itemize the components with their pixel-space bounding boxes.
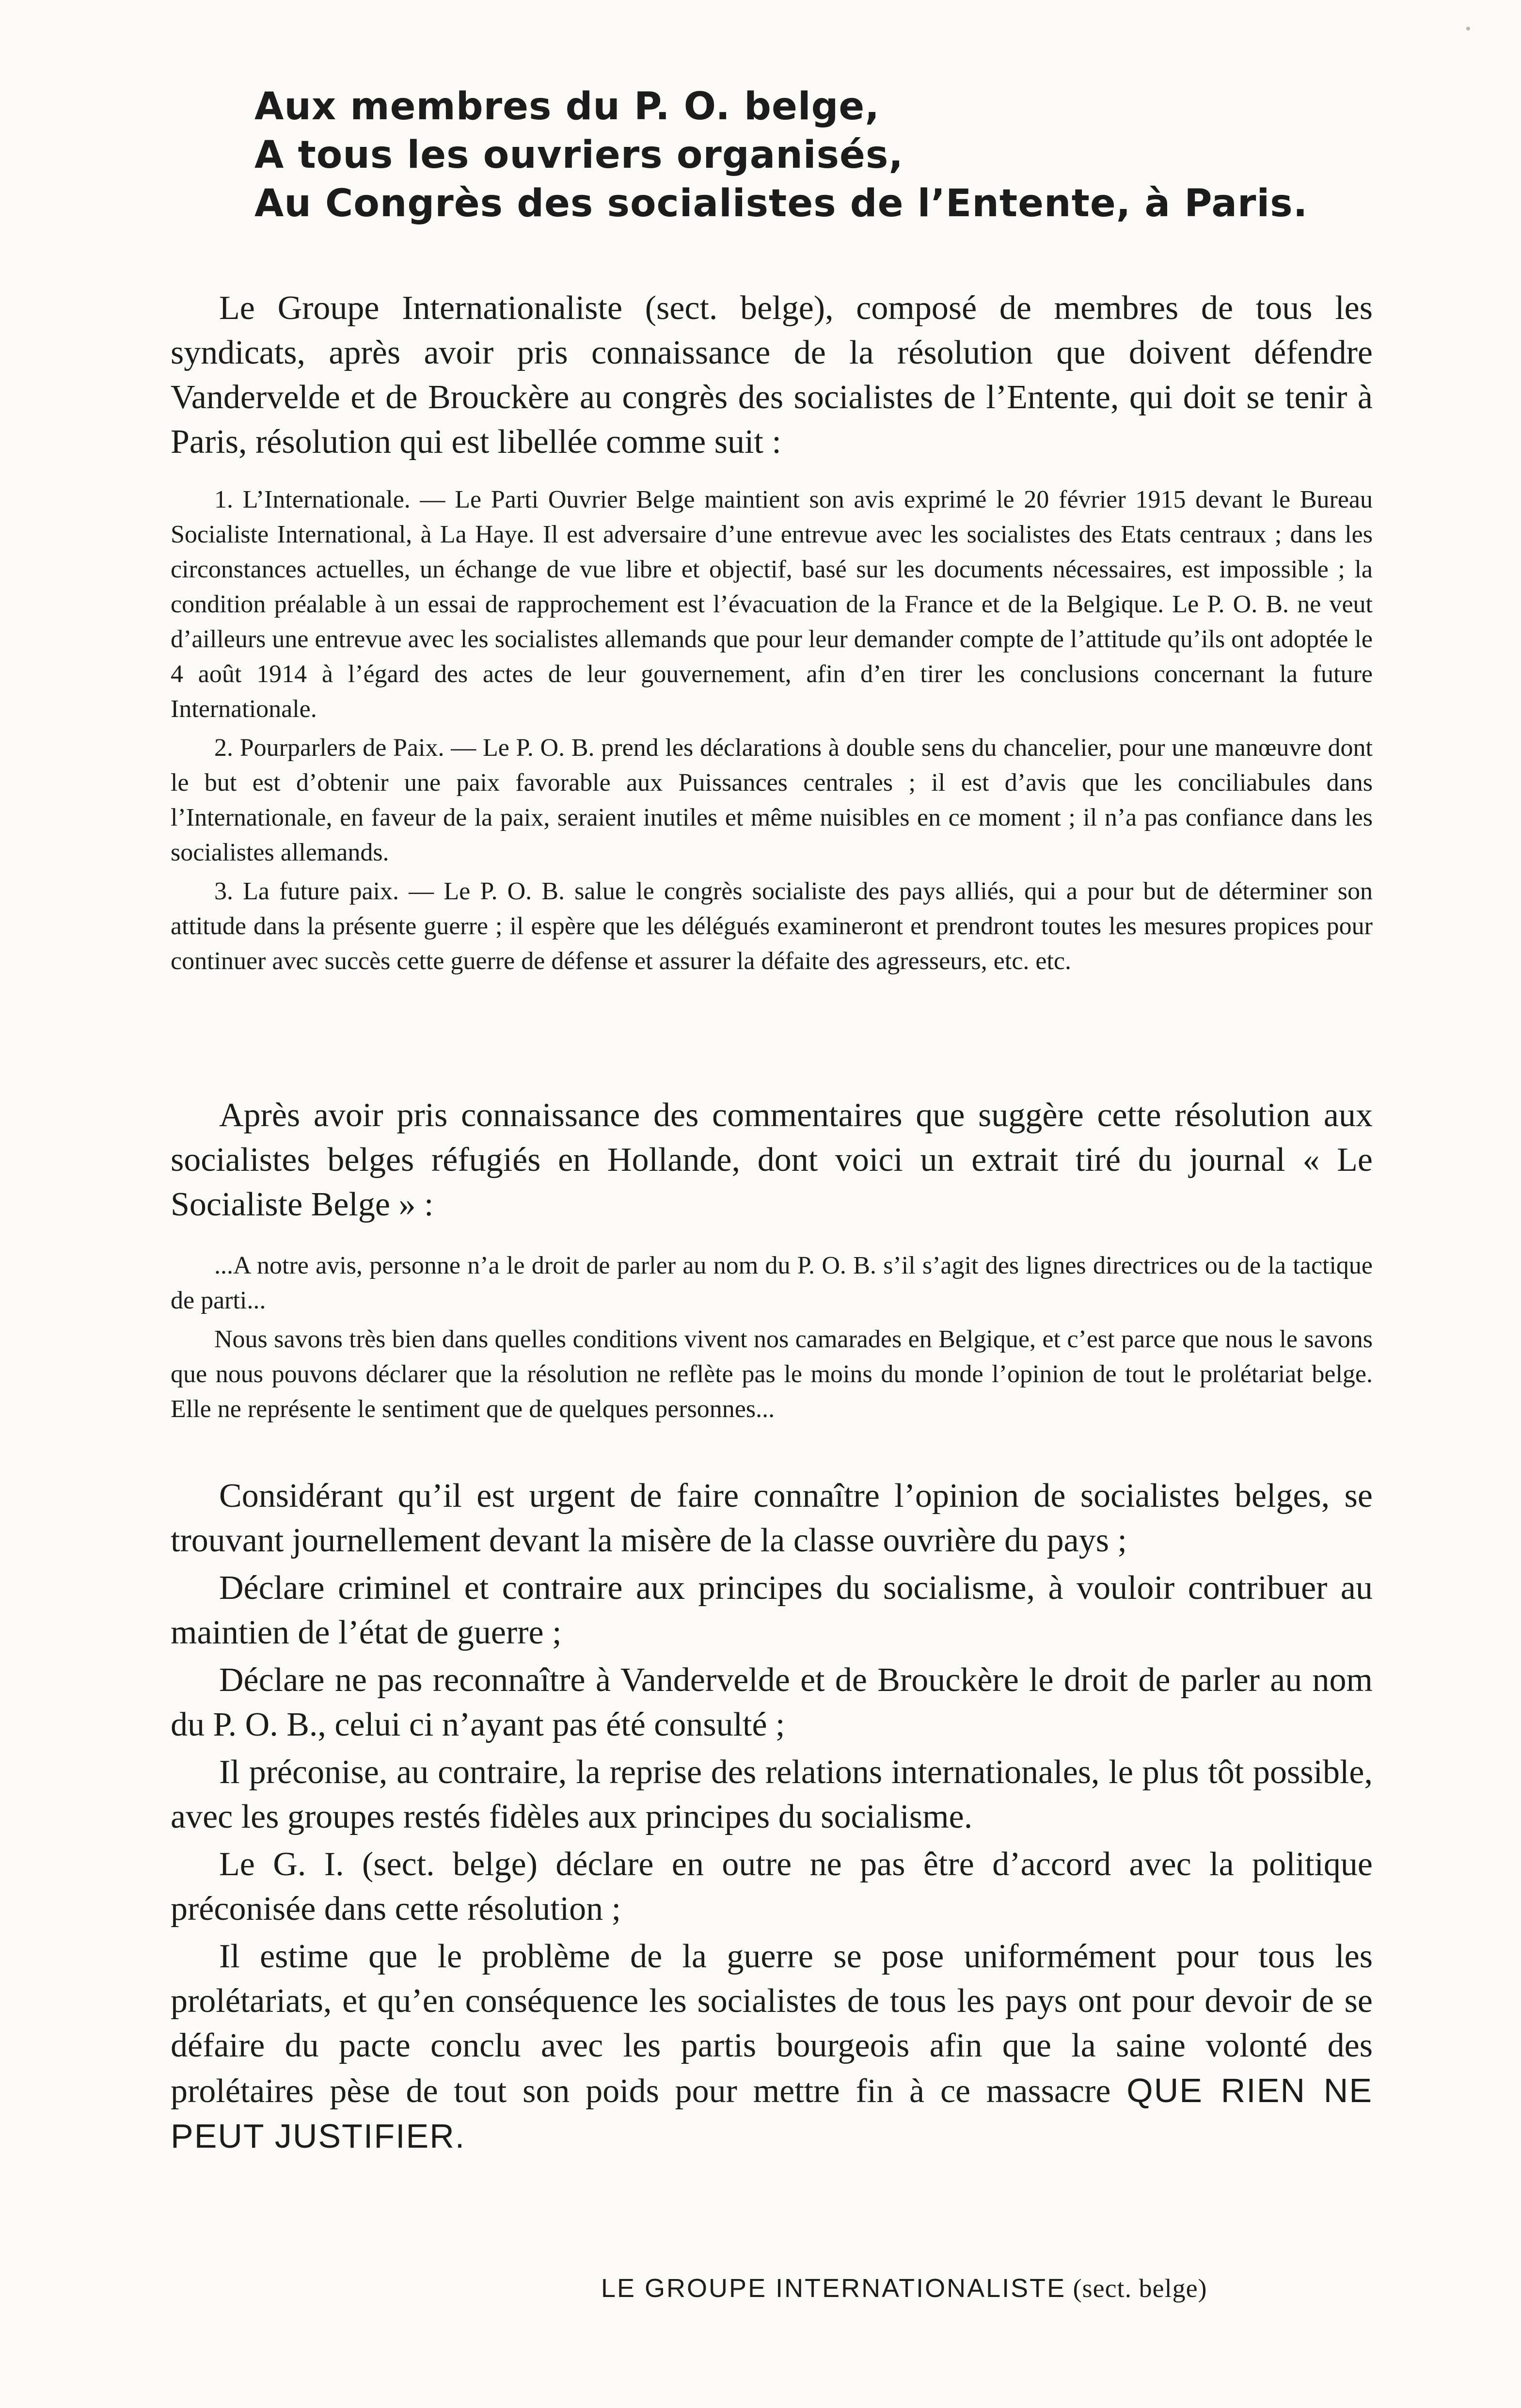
heading-line-1: Aux membres du P. O. belge,	[254, 85, 880, 128]
final-paragraph	[171, 1934, 1373, 2159]
declaration-3: Déclare ne pas reconnaître à Vandervelde et de Brouckère le droit de parler au nom du P. O. B., celui ci n’ayant pas été consulté ;	[171, 1661, 1373, 1743]
commentary-intro: Après avoir pris connaissance des commentaires que suggère cette résolution aux socialistes belges réfugiés en Hollande, dont voici un extrait tiré du journal « Le Socialiste Belge » :	[171, 1097, 1373, 1223]
final-caps-text: QUE RIEN NE PEUT JUSTIFIER.	[171, 2072, 1373, 2155]
heading-line-3: Au Congrès des socialistes de l’Entente, à Paris.	[254, 182, 1308, 225]
quote-paragraph-2: Nous savons très bien dans quelles conditions vivent nos camarades en Belgique, et c’est parce que nous le savons que nous pouvons déclarer que la résolution ne reflète pas le moins du monde l’opinion de tout le prolétariat belge. Elle ne représente le sentiment que de quelques personnes...	[171, 1325, 1373, 1423]
declaration-1: Considérant qu’il est urgent de faire connaître l’opinion de socialistes belges, se trouvant journellement devant la misère de la classe ouvrière du pays ;	[171, 1477, 1373, 1559]
commentary-intro-block	[171, 1093, 1373, 1227]
quote-paragraph-1: ...A notre avis, personne n’a le droit de parler au nom du P. O. B. s’il s’agit des lignes directrices ou de la tactique de parti...	[171, 1252, 1373, 1314]
declaration-5: Le G. I. (sect. belge) déclare en outre ne pas être d’accord avec la politique préconisée dans cette résolution ;	[171, 1846, 1373, 1928]
signature	[601, 2271, 1377, 2305]
quote-block	[171, 1248, 1373, 1427]
resolution-item-3: 3. La future paix. — Le P. O. B. salue le congrès socialiste des pays alliés, qui a pour but de déterminer son attitude dans la présente guerre ; il espère que les délégués examineront et prendront toutes les mesures propices pour continuer avec succès cette guerre de défense et assurer la défaite des agresseurs, etc. etc.	[171, 877, 1373, 975]
heading-line-2: A tous les ouvriers organisés,	[254, 133, 904, 177]
declarations-block	[171, 1474, 1373, 2159]
intro-paragraph-block	[171, 286, 1373, 464]
final-paragraph-text: Il estime que le problème de la guerre se pose uniformément pour tous les prolétariats, et qu’en conséquence les socialistes de tous les pays ont pour devoir de se défaire du pacte conclu avec les partis bourgeois afin que la saine volonté des prolétaires pèse de tout son poids pour mettre fin à ce massacre	[171, 1938, 1373, 2110]
signature-section: (sect. belge)	[1073, 2274, 1207, 2303]
address-heading	[254, 82, 1418, 228]
intro-paragraph: Le Groupe Internationaliste (sect. belge), composé de membres de tous les syndicats, après avoir pris connaissance de la résolution que doivent défendre Vandervelde et de Brouckère au congrès des socialistes de l’Entente, qui doit se tenir à Paris, résolution qui est libellée comme suit :	[171, 289, 1373, 461]
resolution-item-2: 2. Pourparlers de Paix. — Le P. O. B. prend les déclarations à double sens du chancelier, pour une manœuvre dont le but est d’obtenir une paix favorable aux Puissances centrales ; il est d’avis que les conciliabules dans l’Internationale, en faveur de la paix, seraient inutiles et même nuisibles en ce moment ; il n’a pas confiance dans les socialistes allemands.	[171, 734, 1373, 866]
declaration-4: Il préconise, au contraire, la reprise des relations internationales, le plus tôt possible, avec les groupes restés fidèles aux principes du socialisme.	[171, 1754, 1373, 1835]
signature-org: LE GROUPE INTERNATIONALISTE	[601, 2274, 1066, 2303]
resolution-block	[171, 482, 1373, 979]
paper-speck	[1466, 27, 1470, 31]
declaration-2: Déclare criminel et contraire aux principes du socialisme, à vouloir contribuer au maintien de l’état de guerre ;	[171, 1569, 1373, 1651]
resolution-item-1: 1. L’Internationale. — Le Parti Ouvrier Belge maintient son avis exprimé le 20 février 1915 devant le Bureau Socialiste International, à La Haye. Il est adversaire d’une entrevue avec les socialistes des Etats centraux ; dans les circonstances actuelles, un échange de vue libre et objectif, basé sur les documents nécessaires, est impossible ; la condition préalable à un essai de rapprochement est l’évacuation de la France et de la Belgique. Le P. O. B. ne veut d’ailleurs une entrevue avec les socialistes allemands que pour leur demander compte de l’attitude qu’ils ont adoptée le 4 août 1914 à l’égard des actes de leur gouvernement, afin d’en tirer les conclusions concernant la future Internationale.	[171, 486, 1373, 723]
